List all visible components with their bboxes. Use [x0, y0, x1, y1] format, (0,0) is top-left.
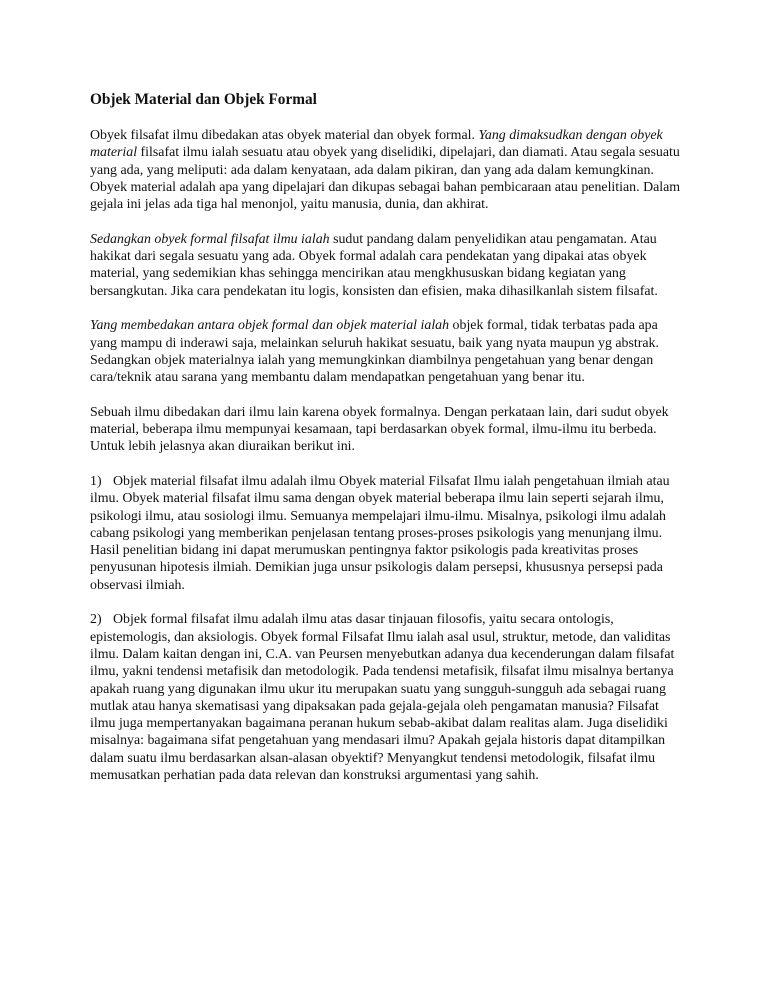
item-1-text: Objek material filsafat ilmu adalah ilmu Obyek material Filsafat Ilmu ialah pengetahuan ilmiah atau ilmu. Obyek material filsafat ilmu sama dengan obyek material beberapa ilmu lain seperti sejarah ilmu, psikologi ilmu, atau sosiologi ilmu. Semuanya mempelajari ilmu-ilmu. Misalnya, psikologi ilmu adalah cabang psikologi yang memberikan penjelasan tentang proses-proses psikologis yang menunjang ilmu. Hasil penelitian bidang ini dapat merumuskan pentingnya faktor psikologis pada kreativitas proses penyusunan hipotesis ilmiah. Demikian juga unsur psikologis dalam persepsi, khususnya persepsi pada observasi ilmiah. — [90, 473, 670, 593]
document-title: Objek Material dan Objek Formal — [90, 91, 317, 108]
numbered-item-2 — [90, 611, 686, 784]
paragraph-3 — [90, 317, 686, 386]
paragraph-4-text: Sebuah ilmu dibedakan dari ilmu lain karena obyek formalnya. Dengan perkataan lain, dari sudut obyek material, beberapa ilmu mempunyai kesamaan, tapi berdasarkan obyek formal, ilmu-ilmu itu berbeda. Untuk lebih jelasnya akan diuraikan berikut ini. — [90, 404, 669, 455]
item-2-number: 2) — [90, 612, 102, 628]
item-2-text: Objek formal filsafat ilmu adalah ilmu atas dasar tinjauan filosofis, yaitu secara ontologis, epistemologis, dan aksiologis. Obyek formal Filsafat Ilmu ialah asal usul, struktur, metode, dan validitas ilmu. Dalam kaitan dengan ini, C.A. van Peursen menyebutkan adanya dua kecenderungan dalam filsafat ilmu, yakni tendensi metafisik dan metodologik. Pada tendensi metafisik, filsafat ilmu misalnya bertanya apakah ruang yang digunakan ilmu ukur itu merupakan suatu yang sungguh-sungguh ada sebagai ruang mutlak atau hanya skematisasi yang dipaksakan pada gejala-gejala oleh pengamatan manusia? Filsafat ilmu juga mempertanyakan bagaimana peranan hukum sebab-akibat dalam realitas alam. Juga diselidiki misalnya: bagaimana sifat pengetahuan yang mendasari ilmu? Apakah gejala historis dapat ditampilkan dalam suatu ilmu berdasarkan alsan-alasan obyektif? Menyangkut tendensi metodologik, filsafat ilmu memusatkan perhatian pada data relevan dan konstruksi argumentasi yang sahih. — [90, 612, 675, 783]
paragraph-1-text: filsafat ilmu ialah sesuatu atau obyek yang diselidiki, dipelajari, dan diamati. Atau segala sesuatu yang ada, yang meliputi: ada dalam kenyataan, ada dalam pikiran, dan yang ada dalam kemungkinan. Obyek material adalah apa yang dipelajari dan dikupas sebagai bahan pembicaraan atau penelitian. Dalam gejala ini jelas ada tiga hal menonjol, yaitu manusia, dunia, dan akhirat. — [90, 145, 681, 213]
paragraph-2 — [90, 231, 686, 300]
paragraph-3-italic: Yang membedakan antara objek formal dan objek material ialah — [90, 318, 450, 334]
paragraph-1-lead: Obyek filsafat ilmu dibedakan atas obyek material dan obyek formal. — [90, 128, 479, 143]
paragraph-4 — [90, 404, 686, 456]
paragraph-2-text: sudut pandang dalam penyelidikan atau pengamatan. Atau hakikat dari segala sesuatu yang ada. Obyek formal adalah cara pendekatan yang dipakai atas obyek material, yang sedemikian khas sehingga mencirikan atau mengkhususkan bidang kegiatan yang bersangkutan. Jika cara pendekatan itu logis, konsisten dan efisien, maka dihasilkanlah sistem filsafat. — [90, 231, 658, 299]
paragraph-1 — [90, 127, 686, 213]
document-body — [90, 90, 686, 802]
paragraph-1-italic: Yang dimaksudkan dengan obyek material — [90, 128, 663, 161]
numbered-item-1 — [90, 473, 686, 594]
paragraph-3-text: objek formal, tidak terbatas pada apa yang mampu di inderawi saja, melainkan seluruh hakikat sesuatu, baik yang nyata maupun yg abstrak. Sedangkan objek materialnya ialah yang memungkinkan diambilnya pengetahuan yang benar dengan cara/teknik atau sarana yang membantu dalam mendapatkan pengetahuan yang benar itu. — [90, 318, 659, 386]
item-1-number: 1) — [90, 473, 102, 489]
paragraph-2-italic: Sedangkan obyek formal filsafat ilmu ialah — [90, 231, 330, 247]
